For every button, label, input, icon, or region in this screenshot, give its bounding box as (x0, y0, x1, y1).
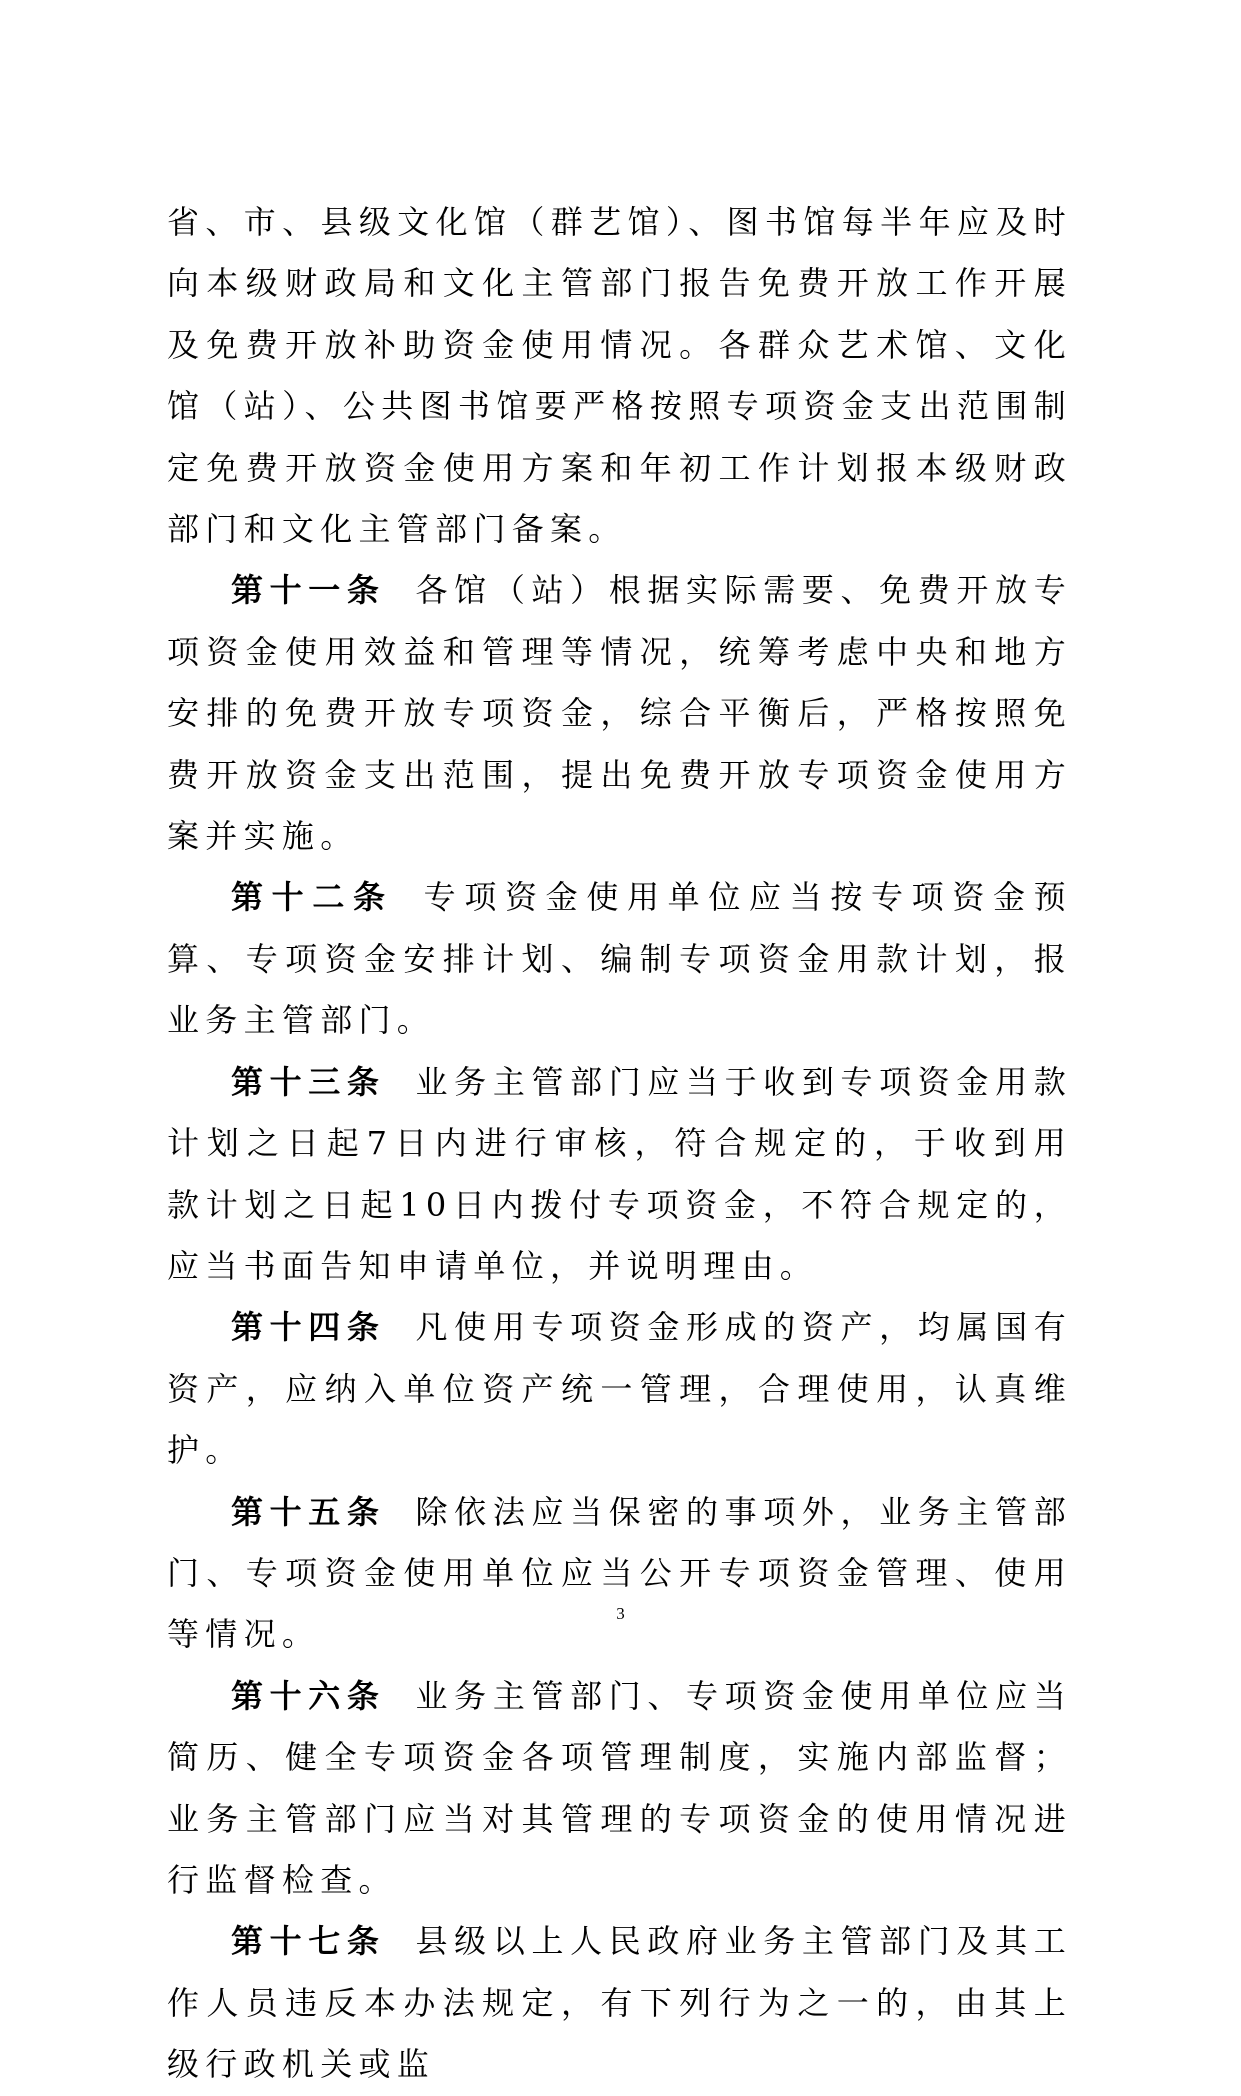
article-text: 各馆（站）根据实际需要、免费开放专项资金使用效益和管理等情况，统筹考虑中央和地方安排的免费开放专项资金，综合平衡后，严格按照免费开放资金支出范围，提出免费开放专项资金使用方案并实施。 (167, 571, 1072, 856)
article-12 (167, 867, 1072, 1051)
article-text: 专项资金使用单位应当按专项资金预算、专项资金安排计划、编制专项资金用款计划，报业务主管部门。 (167, 878, 1072, 1040)
article-label: 第十四条 (231, 1308, 386, 1347)
article-label: 第十二条 (231, 878, 394, 917)
document-body (167, 192, 1072, 2096)
article-label: 第十三条 (231, 1062, 386, 1101)
article-13 (167, 1052, 1072, 1298)
article-text: 县级以上人民政府业务主管部门及其工作人员违反本办法规定，有下列行为之一的，由其上级行政机关或监 (167, 1922, 1072, 2084)
article-label: 第十六条 (231, 1676, 386, 1715)
article-14 (167, 1297, 1072, 1481)
article-11 (167, 560, 1072, 867)
article-text: 业务主管部门应当于收到专项资金用款计划之日起7日内进行审核，符合规定的，于收到用款计划之日起10日内拨付专项资金，不符合规定的，应当书面告知申请单位，并说明理由。 (167, 1062, 1072, 1285)
article-16 (167, 1666, 1072, 1912)
article-label: 第十五条 (231, 1492, 386, 1531)
article-text: 除依法应当保密的事项外，业务主管部门、专项资金使用单位应当公开专项资金管理、使用等情况。 (167, 1492, 1072, 1654)
article-15 (167, 1482, 1072, 1666)
article-17 (167, 1911, 1072, 2095)
page-number: 3 (616, 1604, 625, 1623)
article-text: 凡使用专项资金形成的资产，均属国有资产，应纳入单位资产统一管理，合理使用，认真维护。 (167, 1308, 1072, 1470)
article-text: 业务主管部门、专项资金使用单位应当简历、健全专项资金各项管理制度，实施内部监督；业务主管部门应当对其管理的专项资金的使用情况进行监督检查。 (167, 1676, 1072, 1899)
intro-paragraph: 省、市、县级文化馆（群艺馆）、图书馆每半年应及时向本级财政局和文化主管部门报告免费开放工作开展及免费开放补助资金使用情况。各群众艺术馆、文化馆（站）、公共图书馆要严格按照专项资金支出范围制定免费开放资金使用方案和年初工作计划报本级财政部门和文化主管部门备案。 (167, 203, 1072, 549)
article-label: 第十七条 (231, 1922, 386, 1961)
article-label: 第十一条 (231, 571, 386, 610)
